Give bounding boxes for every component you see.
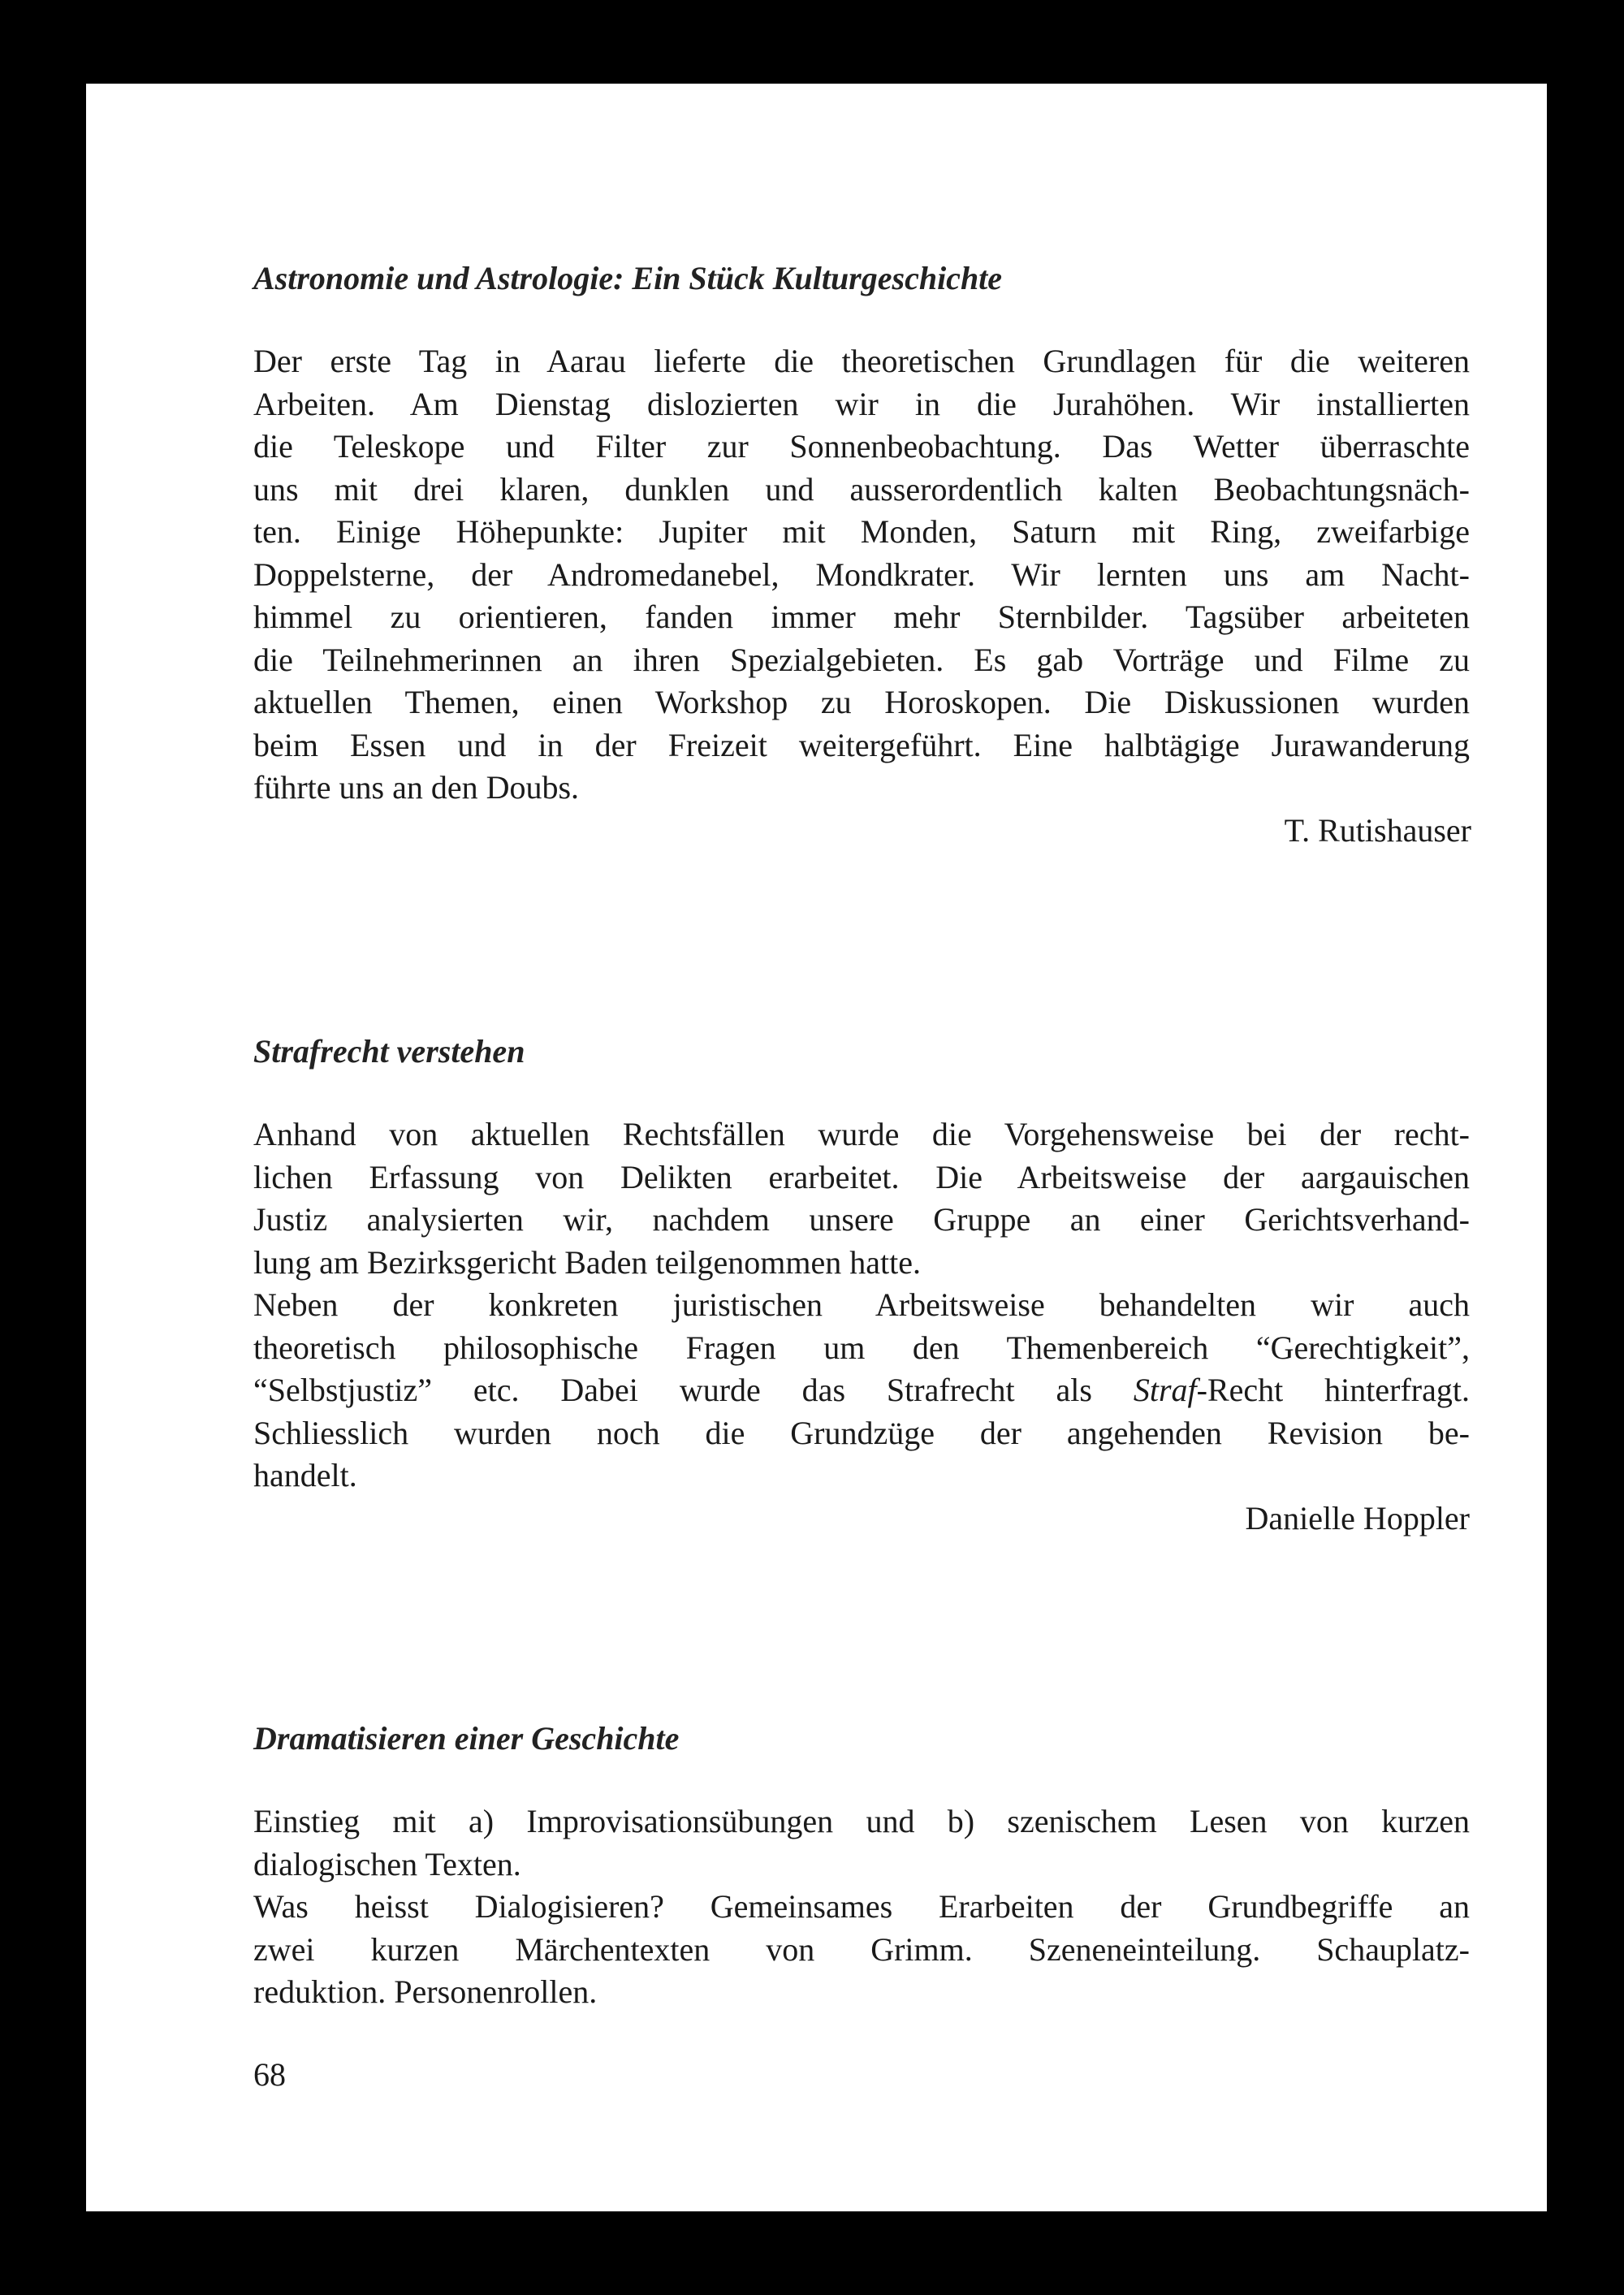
section-title: Astronomie und Astrologie: Ein Stück Kulturgeschichte <box>253 260 1003 296</box>
text-line: uns mit drei klaren, dunklen und ausserordentlich kalten Beobachtungsnäch- <box>253 470 1470 508</box>
section-title: Dramatisieren einer Geschichte <box>253 1720 680 1757</box>
text-line: Schliesslich wurden noch die Grundzüge der angehenden Revision be- <box>253 1414 1470 1451</box>
text-line: Doppelsterne, der Andromedanebel, Mondkrater. Wir lernten uns am Nacht- <box>253 555 1470 593</box>
text-line: reduktion. Personenrollen. <box>253 1973 598 2010</box>
text-line: führte uns an den Doubs. <box>253 769 580 806</box>
text-line: lichen Erfassung von Delikten erarbeitet. Die Arbeitsweise der aargauischen <box>253 1158 1470 1195</box>
text-line: zwei kurzen Märchentexten von Grimm. Szeneneinteilung. Schauplatz- <box>253 1930 1470 1968</box>
text-line: ten. Einige Höhepunkte: Jupiter mit Monden, Saturn mit Ring, zweifarbige <box>253 513 1470 550</box>
section-strafrecht <box>253 1031 1470 1540</box>
text-line: Arbeiten. Am Dienstag dislozierten wir in die Jurahöhen. Wir installierten <box>253 385 1470 422</box>
text-line: aktuellen Themen, einen Workshop zu Horoskopen. Die Diskussionen wurden <box>253 684 1470 720</box>
emphasis-straf: Straf <box>1133 1372 1197 1408</box>
text-line: Justiz analysierten wir, nachdem unsere Gruppe an einer Gerichtsverhand- <box>253 1201 1470 1238</box>
text-line: Der erste Tag in Aarau lieferte die theoretischen Grundlagen für die weiteren <box>253 343 1470 379</box>
text-line: handelt. <box>253 1457 357 1493</box>
section-body <box>253 1113 1470 1498</box>
page-number: 68 <box>253 2056 286 2093</box>
text-line: Neben der konkreten juristischen Arbeitsweise behandelten wir auch <box>253 1286 1470 1323</box>
text-line: beim Essen und in der Freizeit weitergeführt. Eine halbtägige Jurawanderung <box>253 726 1470 763</box>
text-line: die Teleskope und Filter zur Sonnenbeobachtung. Das Wetter überraschte <box>253 428 1470 465</box>
document-page <box>86 84 1547 2211</box>
text-line: die Teilnehmerinnen an ihren Spezialgebieten. Es gab Vorträge und Filme zu <box>253 641 1470 678</box>
text-line: “Selbstjustiz” etc. Dabei wurde das Strafrecht als Straf-Recht hinterfragt. <box>253 1372 1470 1408</box>
author-signature: Danielle Hoppler <box>1245 1499 1470 1536</box>
text-line: theoretisch philosophische Fragen um den Themenbereich “Gerechtigkeit”, <box>253 1329 1470 1366</box>
text-line: lung am Bezirksgericht Baden teilgenommen hatte. <box>253 1243 921 1281</box>
section-astronomie <box>253 257 1470 852</box>
text-line: Anhand von aktuellen Rechtsfällen wurde die Vorgehensweise bei der recht- <box>253 1116 1470 1152</box>
section-dramatisieren <box>253 1718 1470 2014</box>
author-signature: T. Rutishauser <box>1284 811 1471 849</box>
section-body <box>253 1800 1470 2014</box>
section-title: Strafrecht verstehen <box>253 1033 525 1070</box>
text-line: Einstieg mit a) Improvisationsübungen und b) szenischem Lesen von kurzen <box>253 1803 1470 1839</box>
text-line: himmel zu orientieren, fanden immer mehr Sternbilder. Tagsüber arbeiteten <box>253 599 1470 635</box>
section-body <box>253 340 1470 810</box>
text-line: Was heisst Dialogisieren? Gemeinsames Erarbeiten der Grundbegriffe an <box>253 1888 1470 1925</box>
text-line: dialogischen Texten. <box>253 1845 521 1882</box>
